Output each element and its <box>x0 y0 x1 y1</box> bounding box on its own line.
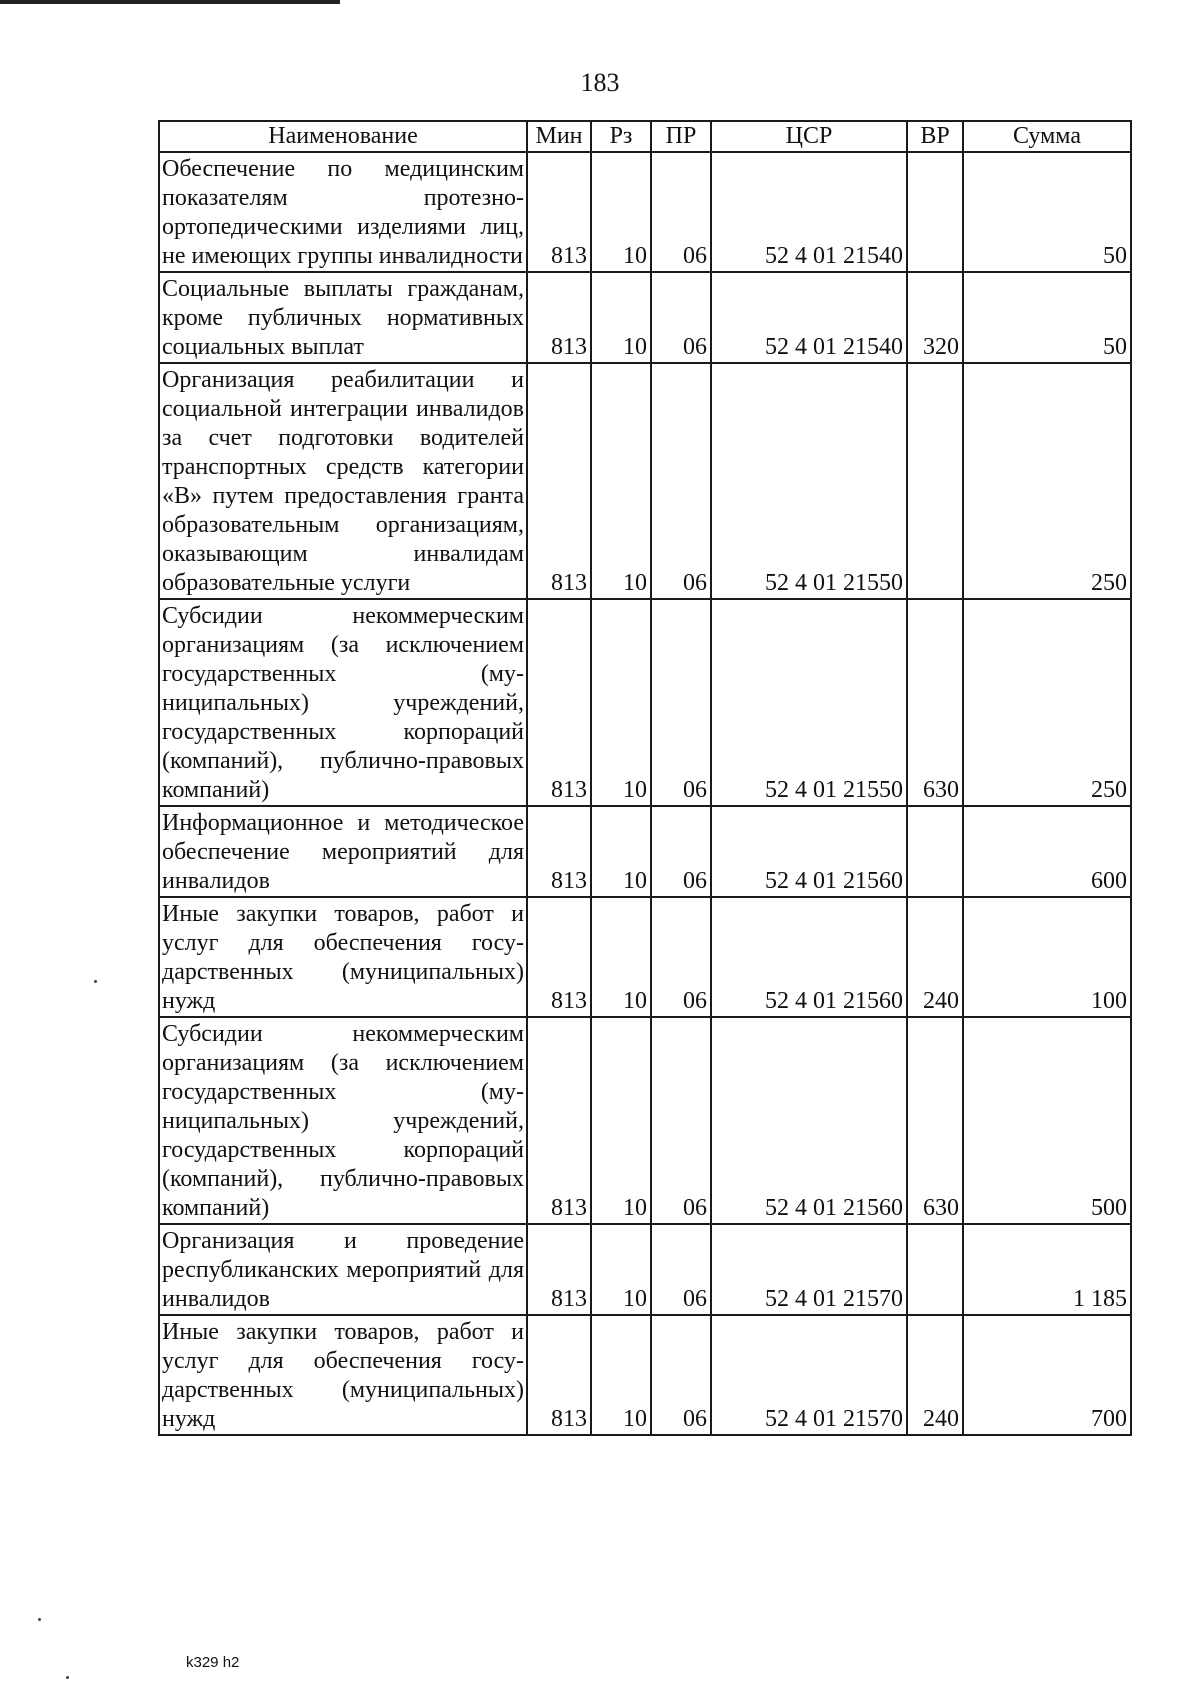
cell-vr <box>907 1224 963 1315</box>
cell-vr <box>907 806 963 897</box>
cell-min: 813 <box>527 1315 591 1435</box>
cell-csr: 52 4 01 21550 <box>711 599 907 806</box>
cell-vr: 240 <box>907 1315 963 1435</box>
cell-vr: 630 <box>907 599 963 806</box>
cell-min: 813 <box>527 152 591 272</box>
cell-sum: 250 <box>963 599 1131 806</box>
cell-rz: 10 <box>591 272 651 363</box>
cell-name: Субсидии некоммерческим организациям (за исключением государственных (муниципальных) учреждений, государственных корпораций (компаний), публично-правовых компаний) <box>159 1017 527 1224</box>
header-min: Мин <box>527 121 591 152</box>
cell-name: Социальные выплаты гражданам, кроме публичных нормативных социальных выплат <box>159 272 527 363</box>
cell-sum: 500 <box>963 1017 1131 1224</box>
cell-min: 813 <box>527 806 591 897</box>
header-vr: ВР <box>907 121 963 152</box>
table-row <box>159 1224 1131 1315</box>
cell-pr: 06 <box>651 599 711 806</box>
cell-name: Иные закупки товаров, работ и услуг для обеспечения государственных (муниципальных) нужд <box>159 1315 527 1435</box>
cell-csr: 52 4 01 21570 <box>711 1315 907 1435</box>
table-body <box>159 152 1131 1435</box>
cell-rz: 10 <box>591 363 651 599</box>
cell-sum: 600 <box>963 806 1131 897</box>
header-sum: Сумма <box>963 121 1131 152</box>
cell-rz: 10 <box>591 806 651 897</box>
scan-edge <box>0 0 340 4</box>
cell-csr: 52 4 01 21560 <box>711 897 907 1017</box>
cell-sum: 100 <box>963 897 1131 1017</box>
cell-vr: 320 <box>907 272 963 363</box>
cell-sum: 50 <box>963 152 1131 272</box>
cell-csr: 52 4 01 21570 <box>711 1224 907 1315</box>
cell-csr: 52 4 01 21540 <box>711 152 907 272</box>
cell-vr: 240 <box>907 897 963 1017</box>
header-rz: Рз <box>591 121 651 152</box>
page-number: 183 <box>580 68 620 97</box>
scan-speck <box>94 980 97 983</box>
table-row <box>159 1017 1131 1224</box>
cell-rz: 10 <box>591 152 651 272</box>
cell-name: Обеспечение по медицинским показателям протезно-ортопедическими изделиями лиц, не имеющих группы инвалидности <box>159 152 527 272</box>
cell-pr: 06 <box>651 1017 711 1224</box>
header-csr: ЦСР <box>711 121 907 152</box>
cell-sum: 1 185 <box>963 1224 1131 1315</box>
table-row <box>159 599 1131 806</box>
table-row <box>159 363 1131 599</box>
document-code: k329 h2 <box>186 1654 240 1671</box>
scan-speck <box>66 1676 69 1679</box>
cell-sum: 700 <box>963 1315 1131 1435</box>
table-row <box>159 272 1131 363</box>
cell-min: 813 <box>527 272 591 363</box>
cell-name: Иные закупки товаров, работ и услуг для обеспечения государственных (муниципальных) нужд <box>159 897 527 1017</box>
cell-sum: 250 <box>963 363 1131 599</box>
table-row <box>159 897 1131 1017</box>
cell-csr: 52 4 01 21560 <box>711 1017 907 1224</box>
cell-csr: 52 4 01 21550 <box>711 363 907 599</box>
cell-rz: 10 <box>591 1224 651 1315</box>
cell-min: 813 <box>527 599 591 806</box>
cell-sum: 50 <box>963 272 1131 363</box>
cell-rz: 10 <box>591 599 651 806</box>
table-row <box>159 1315 1131 1435</box>
budget-table <box>158 120 1132 1436</box>
cell-pr: 06 <box>651 152 711 272</box>
cell-vr <box>907 363 963 599</box>
cell-name: Организация реабилитации и социальной интеграции инвалидов за счет подготовки водителей транспортных средств категории «В» путем предоставления гранта образовательным организациям, оказывающим инвалидам образовательные услуги <box>159 363 527 599</box>
cell-rz: 10 <box>591 897 651 1017</box>
table-row <box>159 806 1131 897</box>
cell-pr: 06 <box>651 806 711 897</box>
table-header-row <box>159 121 1131 152</box>
cell-rz: 10 <box>591 1315 651 1435</box>
cell-min: 813 <box>527 1224 591 1315</box>
scan-speck <box>38 1618 41 1621</box>
cell-vr: 630 <box>907 1017 963 1224</box>
header-pr: ПР <box>651 121 711 152</box>
cell-csr: 52 4 01 21540 <box>711 272 907 363</box>
cell-pr: 06 <box>651 897 711 1017</box>
cell-min: 813 <box>527 897 591 1017</box>
cell-pr: 06 <box>651 1315 711 1435</box>
table-row <box>159 152 1131 272</box>
cell-pr: 06 <box>651 272 711 363</box>
cell-pr: 06 <box>651 363 711 599</box>
cell-name: Субсидии некоммерческим организациям (за исключением государственных (муниципальных) учреждений, государственных корпораций (компаний), публично-правовых компаний) <box>159 599 527 806</box>
header-name: Наименование <box>159 121 527 152</box>
cell-pr: 06 <box>651 1224 711 1315</box>
cell-vr <box>907 152 963 272</box>
cell-rz: 10 <box>591 1017 651 1224</box>
cell-min: 813 <box>527 363 591 599</box>
cell-name: Информационное и методическое обеспечение мероприятий для инвалидов <box>159 806 527 897</box>
cell-name: Организация и проведение республиканских мероприятий для инвалидов <box>159 1224 527 1315</box>
cell-min: 813 <box>527 1017 591 1224</box>
cell-csr: 52 4 01 21560 <box>711 806 907 897</box>
